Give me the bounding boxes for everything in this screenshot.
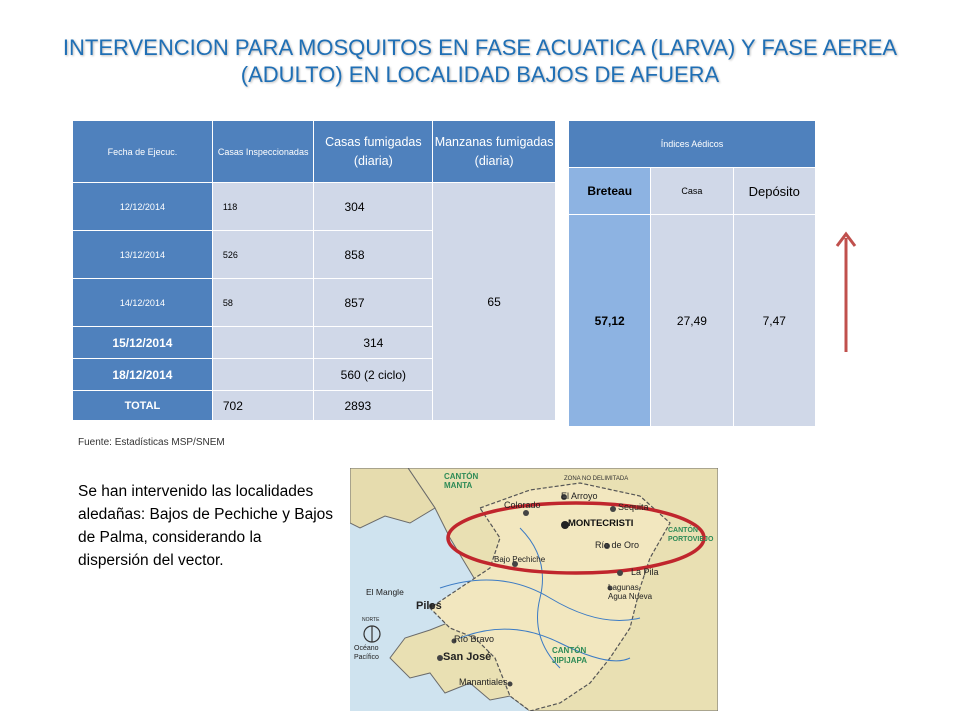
row-inspeccionadas: 118 xyxy=(212,183,314,231)
map-label: La Pila xyxy=(631,567,659,577)
header-manzanas: Manzanas fumigadas (diaria) xyxy=(433,121,556,183)
row-inspeccionadas: 526 xyxy=(212,231,314,279)
header-inspeccionadas: Casas Inspeccionadas xyxy=(212,121,314,183)
description-text: Se han intervenido las localidades aledañas: Bajos de Pechiche y Bajos de Palma, considerando la dispersión del vector. xyxy=(78,483,334,569)
map-label: Piles xyxy=(416,600,442,612)
intervention-table xyxy=(72,120,556,421)
map-label: Océano Pacífico xyxy=(354,645,379,661)
row-fumigadas: 858 xyxy=(314,231,433,279)
map-label: Río de Oro xyxy=(595,540,640,550)
map-label: Colorado xyxy=(504,500,541,510)
map-label: Agua Nueva xyxy=(608,592,653,601)
header-fecha: Fecha de Ejecuc. xyxy=(73,121,213,183)
value-breteau: 57,12 xyxy=(569,215,651,427)
row-fecha: 12/12/2014 xyxy=(73,183,213,231)
row-inspeccionadas xyxy=(212,327,314,359)
row-fumigadas: 314 xyxy=(314,327,433,359)
value-casa: 27,49 xyxy=(651,215,733,427)
map-label: Río Bravo xyxy=(454,634,495,644)
up-arrow-icon xyxy=(826,226,866,358)
row-fecha: 18/12/2014 xyxy=(73,359,213,391)
row-inspeccionadas: 58 xyxy=(212,279,314,327)
map-label: CANTÓN MANTA xyxy=(444,472,479,490)
map-label: San José xyxy=(443,651,492,663)
title-line-1: INTERVENCION PARA MOSQUITOS EN FASE ACUATICA (LARVA) Y FASE AEREA xyxy=(62,35,898,60)
locality-map xyxy=(350,468,718,711)
map-label: Sequita xyxy=(618,502,649,512)
map-label: CANTÓN JIPIJAPA xyxy=(552,646,587,665)
aedic-index-table xyxy=(568,120,816,427)
map-label: Bajo Pechiche xyxy=(494,555,546,564)
row-inspeccionadas xyxy=(212,359,314,391)
map-label: ZONA NO DELIMITADA xyxy=(564,476,629,482)
manzanas-value: 65 xyxy=(433,183,556,421)
row-fumigadas: 857 xyxy=(314,279,433,327)
row-total: TOTAL xyxy=(73,391,213,421)
title-line-2: (ADULTO) EN LOCALIDAD BAJOS DE AFUERA xyxy=(240,62,720,87)
map-label: MONTECRISTI xyxy=(568,518,634,529)
header-breteau: Breteau xyxy=(569,168,651,215)
row-fumigadas: 304 xyxy=(314,183,433,231)
total-fumigadas: 2893 xyxy=(314,391,433,421)
map-label: NORTE xyxy=(362,617,380,623)
total-inspeccionadas: 702 xyxy=(212,391,314,421)
row-fecha: 15/12/2014 xyxy=(73,327,213,359)
source-note: Fuente: Estadísticas MSP/SNEM xyxy=(78,437,225,448)
map-label: El Mangle xyxy=(366,587,404,597)
value-deposito: 7,47 xyxy=(733,215,816,427)
header-deposito: Depósito xyxy=(733,168,816,215)
header-casa: Casa xyxy=(651,168,733,215)
page-title xyxy=(60,34,900,88)
map-label: Lagunas xyxy=(608,583,639,592)
header-fumigadas: Casas fumigadas (diaria) xyxy=(314,121,433,183)
map-label: El Arroyo xyxy=(561,491,598,501)
map-label: Manantiales xyxy=(459,677,508,687)
index-title: Índices Aédicos xyxy=(569,121,816,168)
row-fecha: 14/12/2014 xyxy=(73,279,213,327)
row-fumigadas: 560 (2 ciclo) xyxy=(314,359,433,391)
row-fecha: 13/12/2014 xyxy=(73,231,213,279)
map-label: CANTÓN PORTOVIEJO xyxy=(668,527,714,543)
